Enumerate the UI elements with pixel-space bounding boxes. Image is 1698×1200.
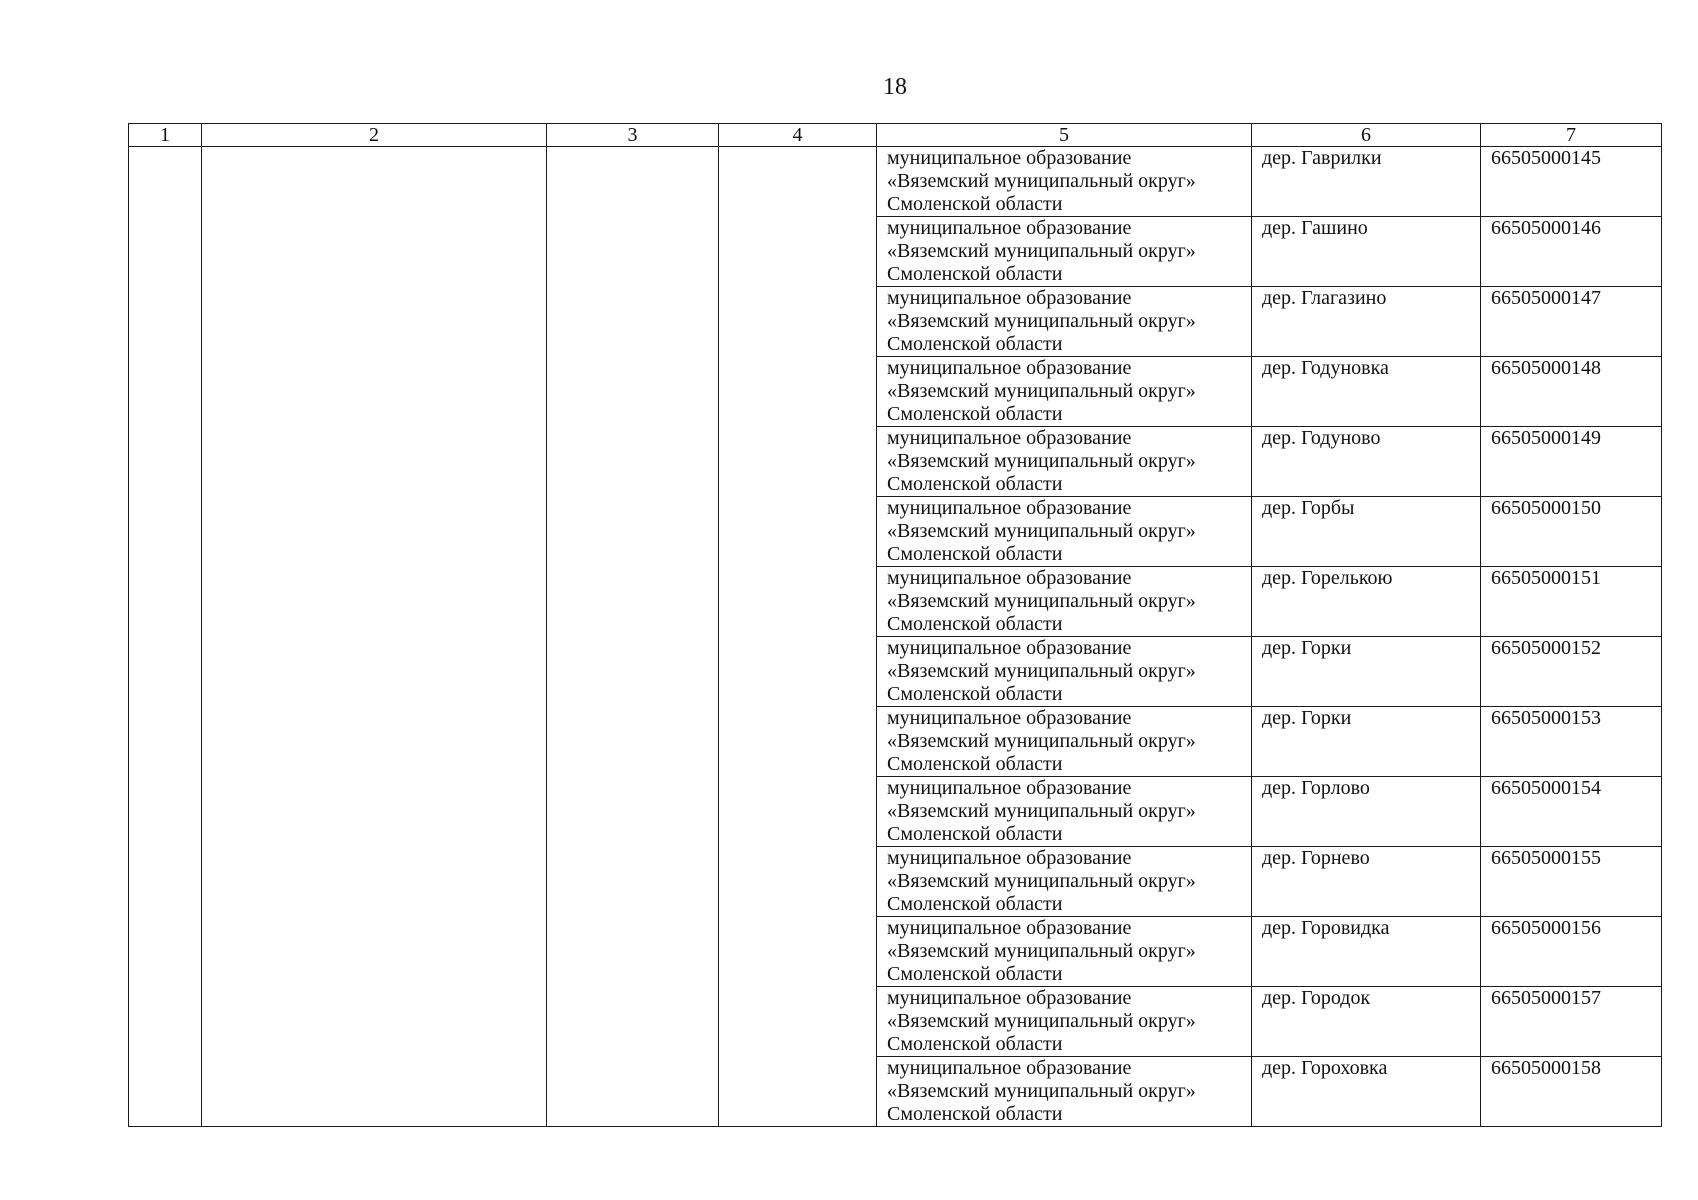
settlement-cell: дер. Горлово	[1252, 777, 1481, 847]
column-number-7: 7	[1481, 124, 1662, 147]
municipality-line: Смоленской области	[887, 403, 1063, 425]
code-cell: 66505000145	[1481, 147, 1662, 217]
municipality-cell	[877, 497, 1252, 567]
municipality-line: муниципальное образование	[887, 357, 1132, 379]
municipality-cell	[877, 357, 1252, 427]
column-number-row	[129, 124, 1662, 147]
municipality-line: муниципальное образование	[887, 567, 1132, 589]
municipality-line: «Вяземский муниципальный округ»	[887, 730, 1196, 752]
municipality-line: Смоленской области	[887, 193, 1063, 215]
settlement-cell: дер. Годуновка	[1252, 357, 1481, 427]
settlement-cell: дер. Годуново	[1252, 427, 1481, 497]
settlement-cell: дер. Глагазино	[1252, 287, 1481, 357]
municipality-line: муниципальное образование	[887, 497, 1132, 519]
municipality-cell	[877, 147, 1252, 217]
municipality-line: муниципальное образование	[887, 217, 1132, 239]
col-1-merged-cell	[129, 147, 202, 1127]
municipality-cell	[877, 987, 1252, 1057]
municipality-line: Смоленской области	[887, 473, 1063, 495]
col-2-merged-cell	[202, 147, 547, 1127]
municipality-line: «Вяземский муниципальный округ»	[887, 450, 1196, 472]
code-cell: 66505000151	[1481, 567, 1662, 637]
municipality-cell	[877, 637, 1252, 707]
settlement-cell: дер. Горки	[1252, 707, 1481, 777]
municipality-line: муниципальное образование	[887, 637, 1132, 659]
municipality-line: «Вяземский муниципальный округ»	[887, 380, 1196, 402]
column-number-5: 5	[877, 124, 1252, 147]
municipality-line: «Вяземский муниципальный округ»	[887, 870, 1196, 892]
municipality-cell	[877, 847, 1252, 917]
municipality-cell	[877, 777, 1252, 847]
municipality-line: «Вяземский муниципальный округ»	[887, 170, 1196, 192]
municipality-line: «Вяземский муниципальный округ»	[887, 590, 1196, 612]
settlement-cell: дер. Горнево	[1252, 847, 1481, 917]
municipality-line: Смоленской области	[887, 263, 1063, 285]
municipality-line: Смоленской области	[887, 963, 1063, 985]
code-cell: 66505000155	[1481, 847, 1662, 917]
municipality-line: муниципальное образование	[887, 287, 1132, 309]
municipality-cell	[877, 1057, 1252, 1127]
code-cell: 66505000147	[1481, 287, 1662, 357]
municipality-line: Смоленской области	[887, 1033, 1063, 1055]
col-3-merged-cell	[547, 147, 719, 1127]
code-cell: 66505000149	[1481, 427, 1662, 497]
settlement-cell: дер. Горовидка	[1252, 917, 1481, 987]
column-number-1: 1	[129, 124, 202, 147]
municipality-line: муниципальное образование	[887, 707, 1132, 729]
municipality-cell	[877, 707, 1252, 777]
settlement-cell: дер. Горелькою	[1252, 567, 1481, 637]
code-cell: 66505000157	[1481, 987, 1662, 1057]
code-cell: 66505000154	[1481, 777, 1662, 847]
table-row	[129, 147, 1662, 217]
municipality-line: Смоленской области	[887, 333, 1063, 355]
municipality-line: «Вяземский муниципальный округ»	[887, 240, 1196, 262]
municipality-line: муниципальное образование	[887, 147, 1132, 169]
municipality-line: Смоленской области	[887, 753, 1063, 775]
code-cell: 66505000148	[1481, 357, 1662, 427]
code-cell: 66505000152	[1481, 637, 1662, 707]
settlement-cell: дер. Горбы	[1252, 497, 1481, 567]
page-number: 18	[883, 74, 907, 100]
municipality-line: Смоленской области	[887, 543, 1063, 565]
municipality-line: «Вяземский муниципальный округ»	[887, 1010, 1196, 1032]
municipality-cell	[877, 287, 1252, 357]
municipality-line: Смоленской области	[887, 613, 1063, 635]
column-number-2: 2	[202, 124, 547, 147]
municipality-cell	[877, 217, 1252, 287]
municipality-line: муниципальное образование	[887, 847, 1132, 869]
municipality-line: «Вяземский муниципальный округ»	[887, 520, 1196, 542]
code-cell: 66505000156	[1481, 917, 1662, 987]
municipality-line: Смоленской области	[887, 683, 1063, 705]
municipality-line: муниципальное образование	[887, 917, 1132, 939]
col-4-merged-cell	[719, 147, 877, 1127]
municipality-line: муниципальное образование	[887, 1057, 1132, 1079]
code-cell: 66505000150	[1481, 497, 1662, 567]
column-number-4: 4	[719, 124, 877, 147]
settlement-cell: дер. Городок	[1252, 987, 1481, 1057]
code-cell: 66505000153	[1481, 707, 1662, 777]
municipality-line: «Вяземский муниципальный округ»	[887, 660, 1196, 682]
municipality-line: Смоленской области	[887, 893, 1063, 915]
municipality-line: Смоленской области	[887, 823, 1063, 845]
municipality-line: муниципальное образование	[887, 987, 1132, 1009]
municipality-cell	[877, 917, 1252, 987]
settlements-table	[128, 123, 1662, 1127]
municipality-cell	[877, 567, 1252, 637]
municipality-line: «Вяземский муниципальный округ»	[887, 1080, 1196, 1102]
settlement-cell: дер. Гашино	[1252, 217, 1481, 287]
settlement-cell: дер. Горки	[1252, 637, 1481, 707]
column-number-6: 6	[1252, 124, 1481, 147]
column-number-3: 3	[547, 124, 719, 147]
municipality-line: «Вяземский муниципальный округ»	[887, 800, 1196, 822]
code-cell: 66505000146	[1481, 217, 1662, 287]
municipality-line: муниципальное образование	[887, 777, 1132, 799]
municipality-line: Смоленской области	[887, 1103, 1063, 1125]
municipality-line: «Вяземский муниципальный округ»	[887, 940, 1196, 962]
municipality-line: «Вяземский муниципальный округ»	[887, 310, 1196, 332]
municipality-cell	[877, 427, 1252, 497]
municipality-line: муниципальное образование	[887, 427, 1132, 449]
settlement-cell: дер. Гороховка	[1252, 1057, 1481, 1127]
settlement-cell: дер. Гаврилки	[1252, 147, 1481, 217]
code-cell: 66505000158	[1481, 1057, 1662, 1127]
